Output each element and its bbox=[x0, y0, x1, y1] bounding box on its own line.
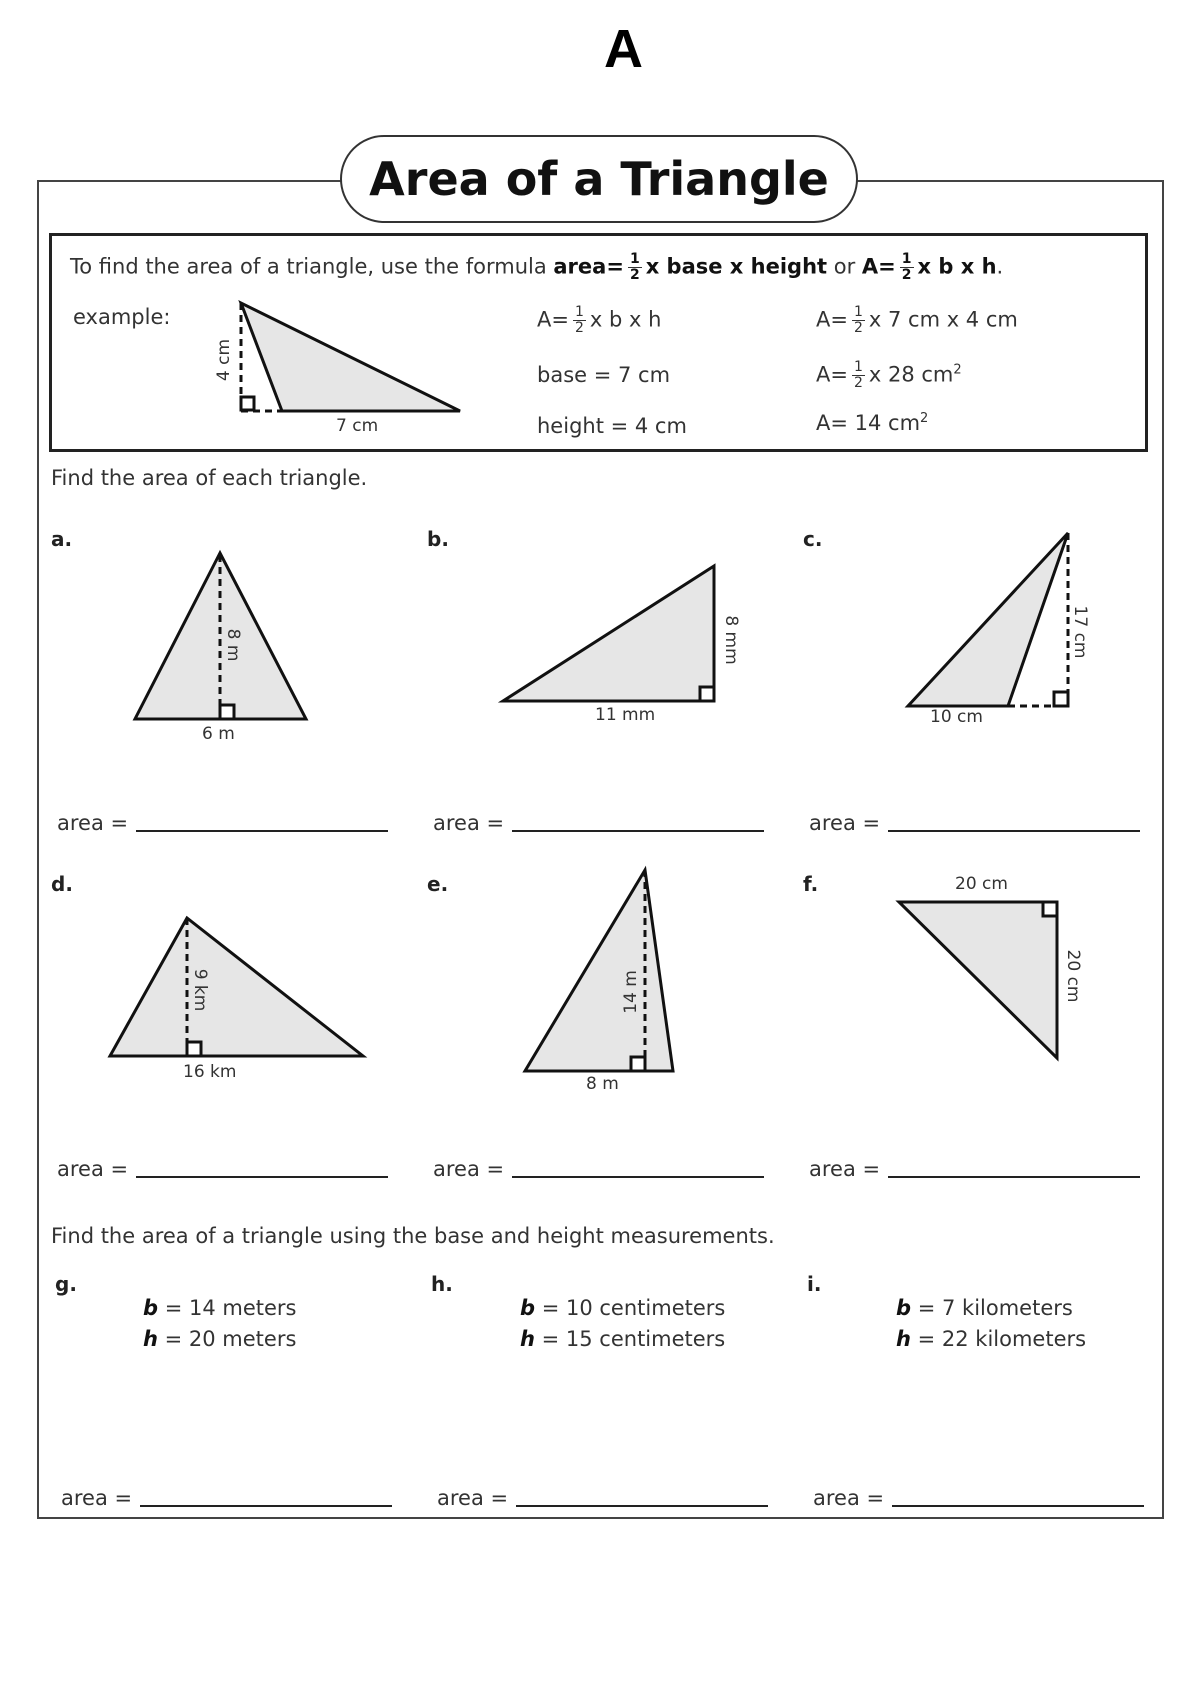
problem-d-letter: d. bbox=[51, 872, 73, 896]
example-result: A= 14 $cm^2$ bbox=[816, 411, 929, 435]
b-right-angle bbox=[700, 687, 714, 701]
example-label: example: bbox=[73, 305, 171, 329]
f-height-label: 20 cm bbox=[1063, 949, 1083, 1003]
a-right-angle bbox=[220, 705, 234, 719]
c-base-label: 10 cm bbox=[930, 707, 983, 727]
intro-period: . bbox=[996, 254, 1004, 279]
triangle-e bbox=[525, 870, 673, 1071]
problem-g-letter: g. bbox=[55, 1272, 77, 1296]
answer-d[interactable]: area = bbox=[57, 1157, 388, 1181]
half-fraction-4: $\frac{1}{2}$ bbox=[853, 304, 863, 336]
problem-g-height: h = 20 meters bbox=[143, 1327, 297, 1351]
triangle-d bbox=[110, 918, 363, 1056]
intro-a-label: A= bbox=[861, 254, 896, 279]
intro-area-label: area= bbox=[553, 254, 624, 279]
problem-g-base: b = 14 meters bbox=[143, 1296, 297, 1320]
half-fraction-3: $\frac{1}{2}$ bbox=[574, 304, 584, 336]
problem-c-letter: c. bbox=[803, 527, 823, 551]
example-height-label: 4 cm bbox=[214, 338, 234, 382]
example-triangle bbox=[241, 303, 460, 411]
c-height-label: 17 cm bbox=[1070, 605, 1090, 659]
half-fraction: $\frac{1}{2}$ bbox=[629, 251, 640, 283]
intro-or: or bbox=[827, 254, 862, 279]
d-base-label: 16 km bbox=[183, 1062, 237, 1082]
problem-f-letter: f. bbox=[803, 872, 819, 896]
problem-i-base: b = 7 kilometers bbox=[896, 1296, 1073, 1320]
example-base-label: 7 cm bbox=[336, 416, 379, 436]
a-base-label: 6 m bbox=[202, 724, 235, 744]
section1-instruction: Find the area of each triangle. bbox=[51, 466, 368, 490]
example-right-angle bbox=[241, 397, 254, 410]
answer-g[interactable]: area = bbox=[61, 1486, 392, 1510]
e-right-angle bbox=[631, 1057, 645, 1071]
problem-b-letter: b. bbox=[427, 527, 449, 551]
problem-h-letter: h. bbox=[431, 1272, 453, 1296]
b-base-label: 11 mm bbox=[595, 705, 656, 725]
example-step-1: A= $\frac{1}{2}$ x 7 cm x 4 cm bbox=[816, 304, 1018, 336]
answer-i[interactable]: area = bbox=[813, 1486, 1144, 1510]
worksheet-title: Area of a Triangle bbox=[340, 135, 858, 223]
intro-formula-words: x base x height bbox=[645, 254, 828, 279]
answer-c[interactable]: area = bbox=[809, 811, 1140, 835]
problem-i-height: h = 22 kilometers bbox=[896, 1327, 1087, 1351]
problem-a-letter: a. bbox=[51, 527, 73, 551]
answer-a[interactable]: area = bbox=[57, 811, 388, 835]
example-step-2: A= $\frac{1}{2}$ x 28 $cm^2$ bbox=[816, 359, 962, 391]
example-height: height = 4 cm bbox=[537, 414, 687, 438]
f-base-label: 20 cm bbox=[955, 874, 1008, 894]
section2-instruction: Find the area of a triangle using the base and height measurements. bbox=[51, 1224, 775, 1248]
problem-h-base: b = 10 centimeters bbox=[520, 1296, 726, 1320]
c-right-angle bbox=[1054, 692, 1068, 706]
example-formula: A= $\frac{1}{2}$ x b x h bbox=[537, 304, 662, 336]
b-height-label: 8 mm bbox=[721, 615, 741, 665]
problem-h-height: h = 15 centimeters bbox=[520, 1327, 726, 1351]
d-height-label: 9 km bbox=[190, 968, 210, 1012]
d-right-angle bbox=[187, 1042, 201, 1056]
intro-formula-letters: x b x h bbox=[917, 254, 997, 279]
e-base-label: 8 m bbox=[586, 1074, 619, 1094]
half-fraction-5: $\frac{1}{2}$ bbox=[853, 359, 863, 391]
intro-text: To find the area of a triangle, use the formula bbox=[70, 254, 554, 279]
problem-e-letter: e. bbox=[427, 872, 449, 896]
a-height-label: 8 m bbox=[223, 628, 243, 662]
answer-f[interactable]: area = bbox=[809, 1157, 1140, 1181]
answer-e[interactable]: area = bbox=[433, 1157, 764, 1181]
e-height-label: 14 m bbox=[621, 970, 641, 1014]
triangle-b bbox=[503, 566, 714, 701]
triangle-f bbox=[899, 902, 1057, 1058]
example-base: base = 7 cm bbox=[537, 363, 671, 387]
triangle-a bbox=[135, 553, 306, 719]
half-fraction-2: $\frac{1}{2}$ bbox=[901, 251, 912, 283]
problem-i-letter: i. bbox=[807, 1272, 822, 1296]
f-right-angle bbox=[1043, 902, 1057, 916]
answer-h[interactable]: area = bbox=[437, 1486, 768, 1510]
triangle-c bbox=[908, 533, 1068, 706]
page-letter: A bbox=[604, 19, 643, 79]
answer-b[interactable]: area = bbox=[433, 811, 764, 835]
